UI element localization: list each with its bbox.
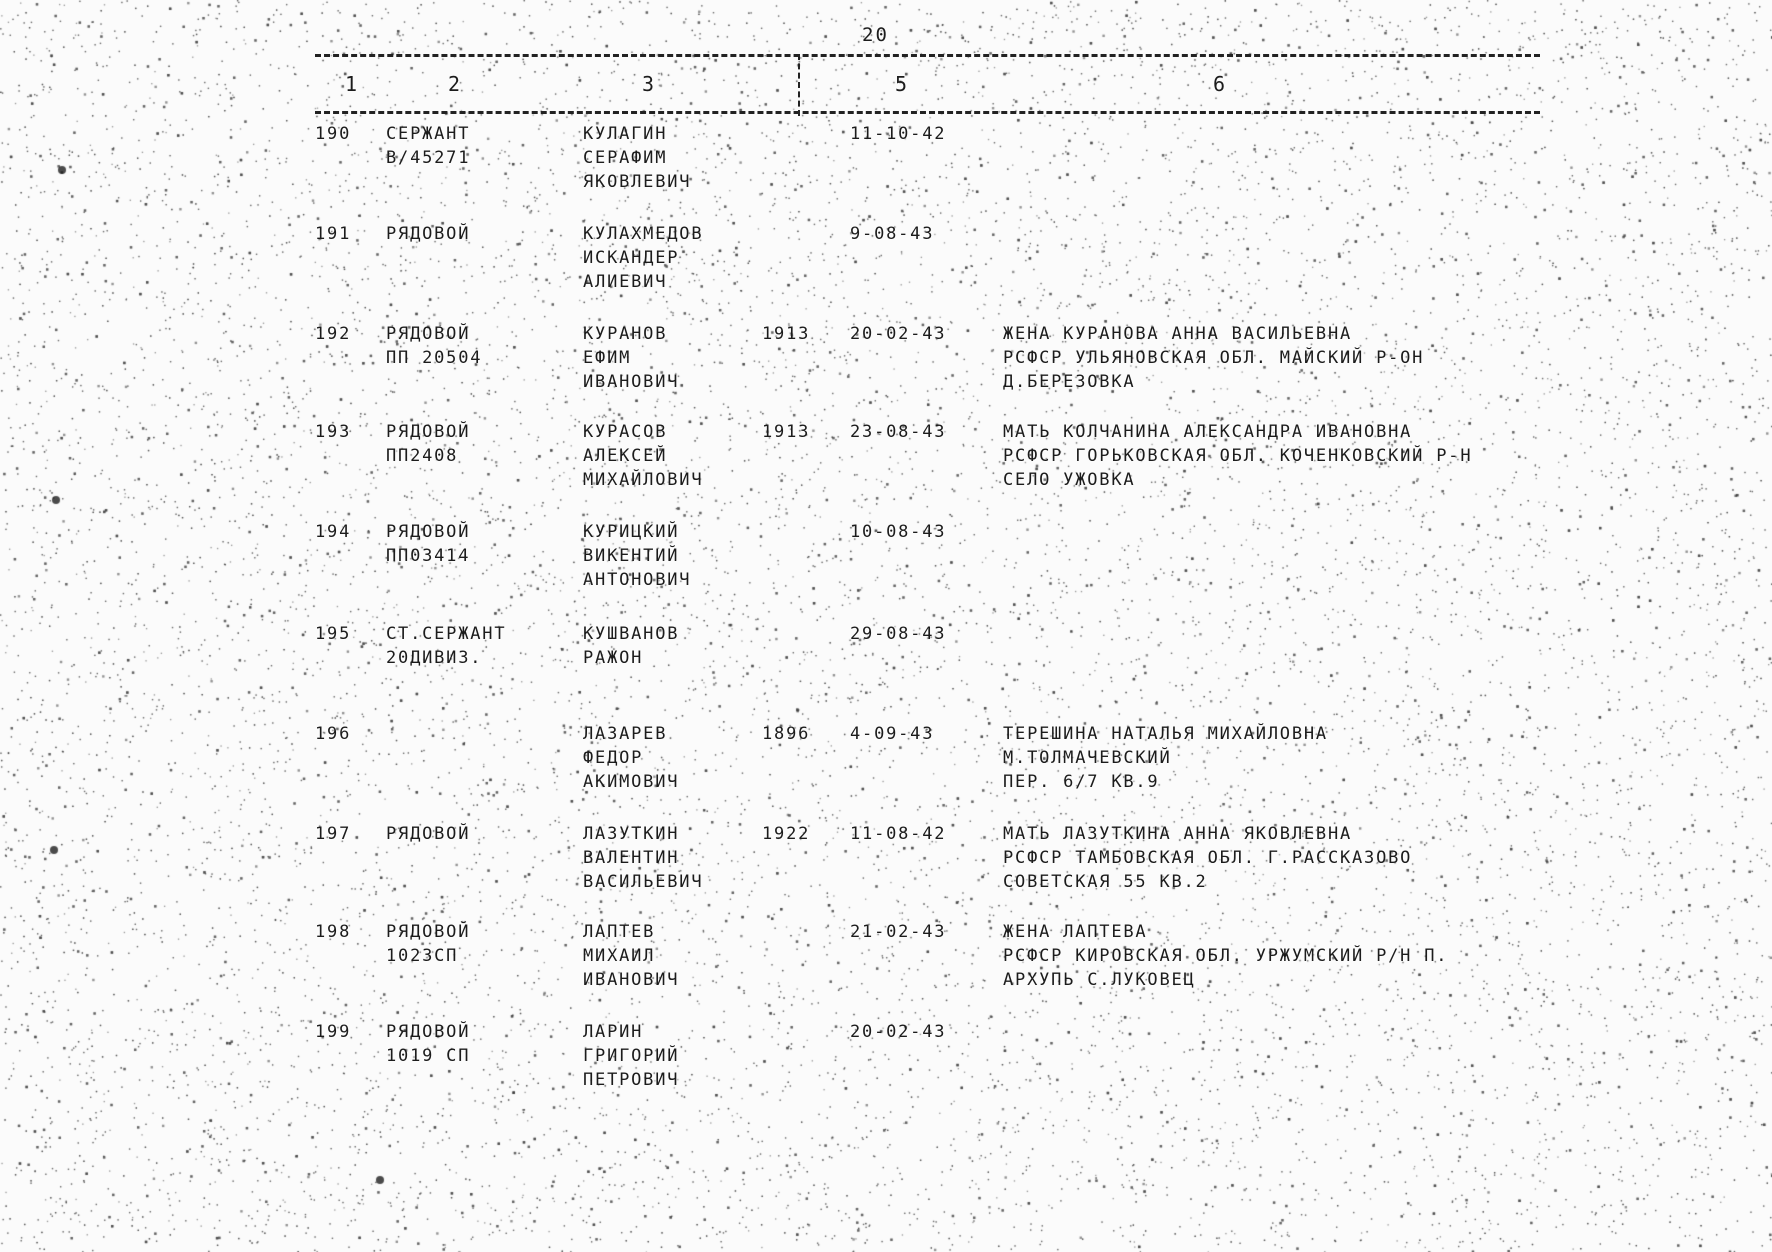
name-line: ИВАНОВИЧ: [583, 970, 680, 990]
cell-birth-year: 1913: [762, 422, 811, 442]
cell-date: 23-08-43: [850, 422, 947, 442]
name-line: ЕФИМ: [583, 348, 632, 368]
notes-line: ЖЕНА ЛАПТЕВА: [1003, 922, 1148, 942]
name-line: КУЛАХМЕДОВ: [583, 224, 704, 244]
notes-line: РСФСР КИРОВСКАЯ ОБЛ. УРЖУМСКИЙ Р/Н П.: [1003, 946, 1449, 966]
cell-date: 11-08-42: [850, 824, 947, 844]
cell-num: 198: [315, 922, 352, 942]
cell-date: 9-08-43: [850, 224, 935, 244]
notes-line: ЖЕНА КУРАНОВА АННА ВАСИЛЬЕВНА: [1003, 324, 1353, 344]
header-bottom-rule: [315, 111, 1540, 114]
cell-num: 196: [315, 724, 352, 744]
rank-line: РЯДОВОЙ: [386, 522, 471, 542]
name-line: АКИМОВИЧ: [583, 772, 680, 792]
rank-line: 1023СП: [386, 946, 459, 966]
rank-line: ПП03414: [386, 546, 471, 566]
cell-name: [583, 920, 679, 992]
rank-line: ПП 20504: [386, 348, 483, 368]
cell-birth-year: 1913: [762, 324, 811, 344]
name-line: ИВАНОВИЧ: [583, 372, 680, 392]
header-top-rule: [315, 54, 1540, 57]
name-line: ЯКОВЛЕВИЧ: [583, 172, 692, 192]
name-line: КУРАНОВ: [583, 324, 668, 344]
cell-date: 29-08-43: [850, 624, 947, 644]
name-line: КУШВАНОВ: [583, 624, 680, 644]
name-line: ЛАЗУТКИН: [583, 824, 680, 844]
column-header-2: 2: [448, 72, 461, 96]
rank-line: РЯДОВОЙ: [386, 1022, 471, 1042]
notes-line: СОВЕТСКАЯ 55 КВ.2: [1003, 872, 1208, 892]
name-line: ЛАРИН: [583, 1022, 644, 1042]
notes-line: Д.БЕРЕЗОВКА: [1003, 372, 1136, 392]
notes-line: РСФСР ГОРЬКОВСКАЯ ОБЛ. КОЧЕНКОВСКИЙ Р-Н: [1003, 446, 1473, 466]
column-header-6: 6: [1213, 72, 1226, 96]
cell-notes: [1003, 920, 1448, 992]
cell-num: 194: [315, 522, 352, 542]
name-line: ИСКАНДЕР: [583, 248, 680, 268]
notes-line: РСФСР ТАМБОВСКАЯ ОБЛ. Г.РАССКАЗОВО: [1003, 848, 1413, 868]
cell-date: 11-10-42: [850, 124, 947, 144]
rank-line: РЯДОВОЙ: [386, 922, 471, 942]
name-line: КУРИЦКИЙ: [583, 522, 680, 542]
rank-line: ПП2408: [386, 446, 459, 466]
rank-line: СЕРЖАНТ: [386, 124, 471, 144]
name-line: ФЕДОР: [583, 748, 644, 768]
cell-rank: [386, 622, 506, 670]
rank-line: СТ.СЕРЖАНТ: [386, 624, 507, 644]
cell-name: [583, 420, 703, 492]
cell-birth-year: 1896: [762, 724, 811, 744]
cell-date: 10-08-43: [850, 522, 947, 542]
notes-line: МАТЬ КОЛЧАНИНА АЛЕКСАНДРА ИВАНОВНА: [1003, 422, 1413, 442]
rank-line: РЯДОВОЙ: [386, 324, 471, 344]
page-number: 20: [862, 24, 889, 46]
name-line: МИХАЙЛОВИЧ: [583, 470, 704, 490]
column-header-5: 5: [895, 72, 908, 96]
cell-rank: [386, 822, 470, 846]
cell-rank: [386, 1020, 470, 1068]
name-line: ПЕТРОВИЧ: [583, 1070, 680, 1090]
cell-name: [583, 122, 691, 194]
rank-line: РЯДОВОЙ: [386, 824, 471, 844]
cell-rank: [386, 420, 470, 468]
cell-rank: [386, 322, 482, 370]
cell-notes: [1003, 420, 1472, 492]
cell-name: [583, 322, 679, 394]
rank-line: РЯДОВОЙ: [386, 224, 471, 244]
cell-num: 195: [315, 624, 352, 644]
notes-line: М.ТОЛМАЧЕВСКИЙ: [1003, 748, 1172, 768]
rank-line: В/45271: [386, 148, 471, 168]
cell-rank: [386, 520, 470, 568]
name-line: ЛАПТЕВ: [583, 922, 656, 942]
cell-name: [583, 622, 679, 670]
name-line: ГРИГОРИЙ: [583, 1046, 680, 1066]
cell-rank: [386, 222, 470, 246]
notes-line: ПЕР. 6/7 КВ.9: [1003, 772, 1160, 792]
name-line: ВАСИЛЬЕВИЧ: [583, 872, 704, 892]
notes-line: АРХУПЬ С.ЛУКОВЕЦ: [1003, 970, 1196, 990]
cell-name: [583, 822, 703, 894]
name-line: РАЖОН: [583, 648, 644, 668]
cell-rank: [386, 122, 470, 170]
notes-line: ТЕРЕШИНА НАТАЛЬЯ МИХАЙЛОВНА: [1003, 724, 1328, 744]
cell-date: 21-02-43: [850, 922, 947, 942]
cell-num: 193: [315, 422, 352, 442]
cell-rank: [386, 920, 470, 968]
cell-name: [583, 520, 691, 592]
cell-num: 191: [315, 224, 352, 244]
name-line: АЛИЕВИЧ: [583, 272, 668, 292]
name-line: АЛЕКСЕЙ: [583, 446, 668, 466]
cell-notes: [1003, 822, 1412, 894]
cell-date: 20-02-43: [850, 324, 947, 344]
name-line: МИХАИЛ: [583, 946, 656, 966]
column-header-3: 3: [642, 72, 655, 96]
cell-birth-year: 1922: [762, 824, 811, 844]
cell-num: 190: [315, 124, 352, 144]
cell-notes: [1003, 722, 1328, 794]
cell-num: 199: [315, 1022, 352, 1042]
rank-line: 20ДИВИЗ.: [386, 648, 483, 668]
cell-date: 20-02-43: [850, 1022, 947, 1042]
cell-name: [583, 1020, 679, 1092]
name-line: АНТОНОВИЧ: [583, 570, 692, 590]
name-line: СЕРАФИМ: [583, 148, 668, 168]
rank-line: 1019 СП: [386, 1046, 471, 1066]
rank-line: РЯДОВОЙ: [386, 422, 471, 442]
name-line: КУЛАГИН: [583, 124, 668, 144]
header-column-separator: [798, 54, 800, 116]
name-line: ВАЛЕНТИН: [583, 848, 680, 868]
name-line: ЛАЗАРЕВ: [583, 724, 668, 744]
cell-date: 4-09-43: [850, 724, 935, 744]
cell-num: 192: [315, 324, 352, 344]
column-header-1: 1: [345, 72, 358, 96]
cell-name: [583, 722, 679, 794]
cell-notes: [1003, 322, 1424, 394]
notes-line: СЕЛО УЖОВКА: [1003, 470, 1136, 490]
name-line: ВИКЕНТИЙ: [583, 546, 680, 566]
name-line: КУРАСОВ: [583, 422, 668, 442]
notes-line: РСФСР УЛЬЯНОВСКАЯ ОБЛ. МАЙСКИЙ Р-ОН: [1003, 348, 1425, 368]
cell-num: 197: [315, 824, 352, 844]
notes-line: МАТЬ ЛАЗУТКИНА АННА ЯКОВЛЕВНА: [1003, 824, 1353, 844]
cell-name: [583, 222, 703, 294]
